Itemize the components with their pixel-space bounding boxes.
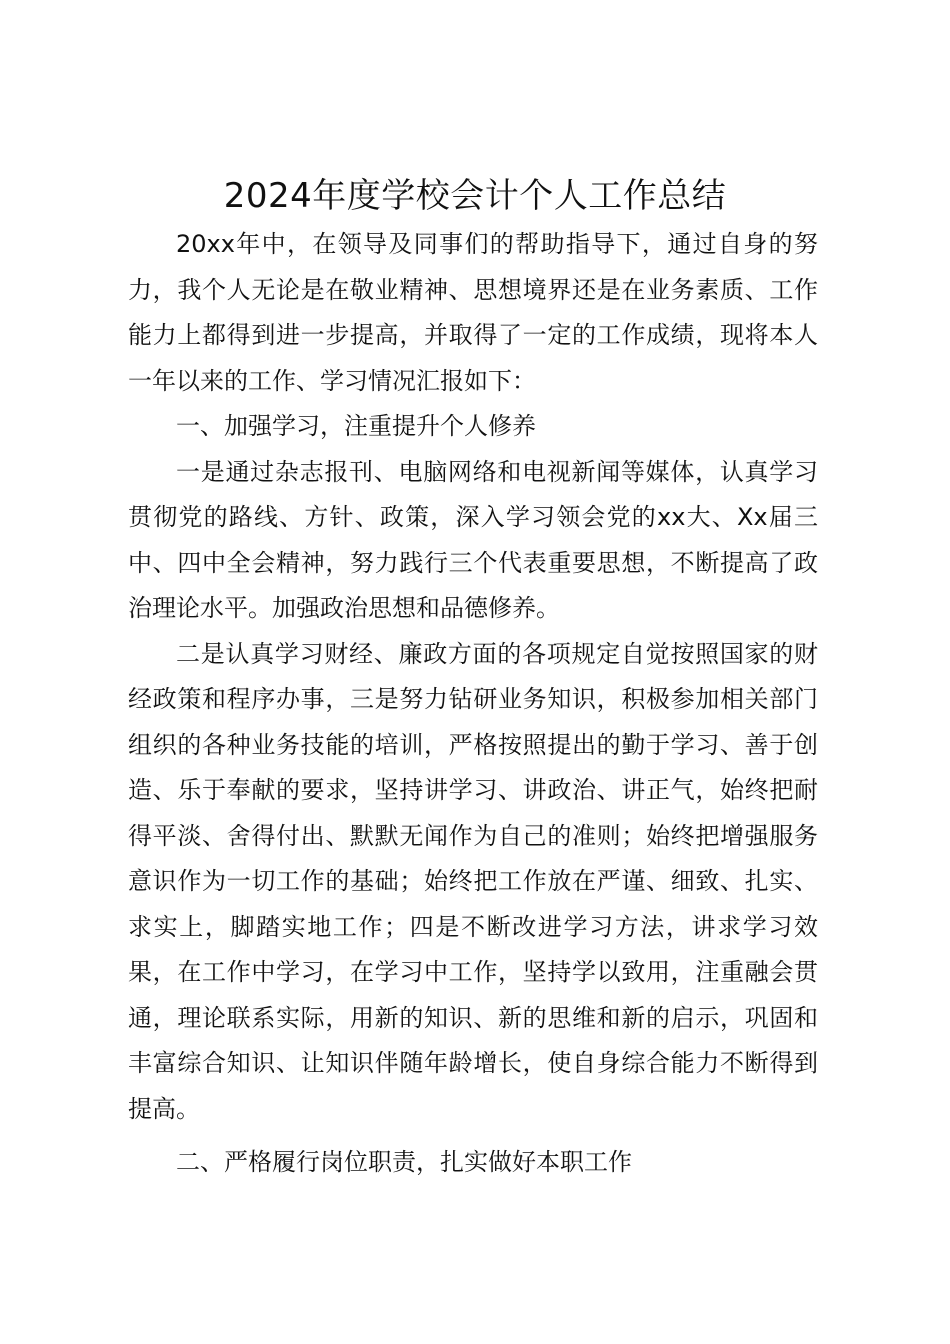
body-paragraph-2: 二是认真学习财经、廉政方面的各项规定自觉按照国家的财经政策和程序办事，三是努力钻研业务知识，积极参加相关部门组织的各种业务技能的培训，严格按照提出的勤于学习、善于创造、乐于奉献的要求，坚持讲学习、讲政治、讲正气，始终把耐得平淡、舍得付出、默默无闻作为自己的准则；始终把增强服务意识作为一切工作的基础；始终把工作放在严谨、细致、扎实、求实上，脚踏实地工作；四是不断改进学习方法，讲求学习效果，在工作中学习，在学习中工作，坚持学以致用，注重融会贯通，理论联系实际，用新的知识、新的思维和新的启示，巩固和丰富综合知识、让知识伴随年龄增长，使自身综合能力不断得到提高。 <box>128 639 818 1123</box>
section-heading-1: 一、加强学习，注重提升个人修养 <box>176 412 536 440</box>
section-heading-2: 二、严格履行岗位职责，扎实做好本职工作 <box>176 1148 632 1176</box>
document-title: 2024年度学校会计个人工作总结 <box>223 176 727 216</box>
body-paragraph-1: 一是通过杂志报刊、电脑网络和电视新闻等媒体，认真学习贯彻党的路线、方针、政策，深入学习领会党的xx大、Xx届三中、四中全会精神，努力践行三个代表重要思想，不断提高了政治理论水平。加强政治思想和品德修养。 <box>128 457 818 622</box>
document-body <box>128 222 818 1186</box>
intro-paragraph: 20xx年中，在领导及同事们的帮助指导下，通过自身的努力，我个人无论是在敬业精神、思想境界还是在业务素质、工作能力上都得到进一步提高，并取得了一定的工作成绩，现将本人一年以来的工作、学习情况汇报如下： <box>128 230 818 395</box>
